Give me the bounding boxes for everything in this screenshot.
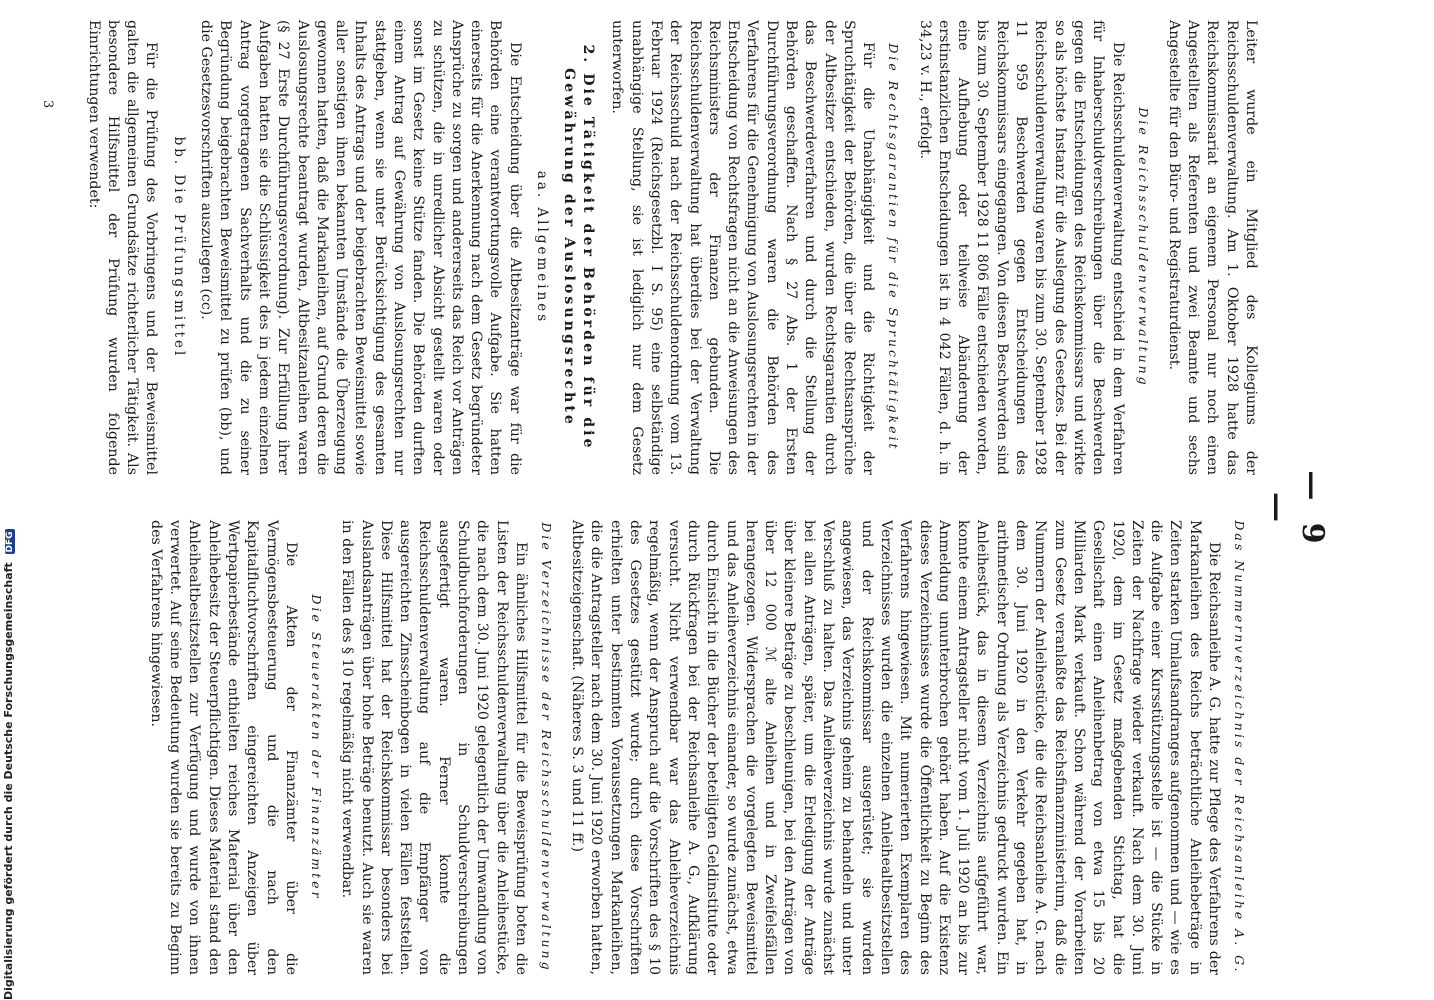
footer-number: 3 (40, 100, 55, 109)
paragraph: Für die Unabhängigkeit und die Richtigkeit der Spruchtätigkeit der Behörden, die über die Rechtsansprüche der Altbesitzer entschieden, wurden Rechtsgarantien durch das Beschwerdeverfahren und durch die Stellung der Behörden geschaffen. Nach § 27 Abs. 1 der Ersten Durchführungsverordnung waren die Behörden des Verfahrens für die Genehmigung von Auslosungsrechten in der Entscheidung von Rechtsfragen nicht an die Anweisungen des Reichsministers der Finanzen gebunden. Die Reichsschuldenverwaltung hat überdies bei der Verwaltung der Reichsschuld nach der Reichsschuldenordnung vom 13. Februar 1924 (Reichsgesetzbl. I S. 95) eine selbständige unabhängige Stellung, sie ist lediglich nur dem Gesetz unterworfen. (609, 20, 877, 475)
section-heading: Die Verzeichnisse der Reichsschuldenverwaltung (538, 522, 554, 973)
credit-text: Digitalisierung gefördert durch die Deutsche Forschungsgemeinschaft (2, 562, 15, 1000)
paragraph: Die Reichsschuldenverwaltung entschied in dem Verfahren für Inhaberschuldverschreibungen über die Beschwerden gegen die Entscheidungen des Reichskommissars und wirkte so als höchste Instanz für die Auslegung des Gesetzes. Bei der Reichsschuldenverwaltung waren bis zum 30. September 1928 11 959 Beschwerden gegen Entscheidungen des Reichskommissars eingegangen. Von diesen Beschwerden sind bis zum 30. September 1928 11 806 Fälle entschieden worden, eine Aufhebung oder teilweise Abänderung der erstinstanzlichen Entscheidungen ist in 4 042 Fällen, d. h. in 34,23 v. H., erfolgt. (916, 20, 1126, 475)
subsection-heading: aa. Allgemeines (534, 170, 551, 325)
digitization-credit (2, 0, 18, 1000)
left-column (83, 20, 1260, 475)
subsection-heading: bb. Die Prüfungsmittel (170, 136, 187, 359)
section-heading: Die Reichsschuldenverwaltung (1135, 107, 1151, 388)
section-heading: Die Steuerakten der Finanzämter (308, 594, 324, 901)
paragraph: Die Reichsanleihe A. G. hatte zur Pflege des Verfahrens der Markanleihen des Reichs beträchtliche Anleihebeträge in Zeiten starken Umlaufsandranges aufgenommen und — wie es die Aufgabe einer Kursstützungsstelle ist — die Stücke in Zeiten der Nachfrage wieder verkauft. Nach dem 30. Juni 1920, dem im Gesetz maßgebenden Stichtag, hat die Gesellschaft einen Anleihenbetrag von etwa 15 bis 20 Milliarden Mark verkauft. Schon während der Vorarbeiten zum Gesetz veranlaßte das Reichsfinanzministerium, daß die Nummern der Anleihestücke, die die Reichsanleihe A. G. nach dem 30. Juni 1920 in den Verkehr gegeben hat, in arithmetischer Ordnung als Verzeichnis gedruckt wurden. Ein Anleihestück, das in diesem Verzeichnis aufgeführt war, konnte einem Antragsteller nicht vom 1. Juli 1920 an bis zur Anmeldung ununterbrochen gehört haben. Auf die Existenz dieses Verzeichnisses wurde die Öffentlichkeit zu Beginn des Verfahrens hingewiesen. Mit numerierten Exemplaren des Verzeichnisses wurden die einzelnen Anleihealtbesitzstellen und der Reichskommissar ausgerüstet; sie wurden angewiesen, das Verzeichnis geheim zu behandeln und unter Verschluß zu halten. Das Anleiheverzeichnis wurde zunächst bei allen Anträgen, später, um die Erledigung der Anträge über kleinere Beträge zu beschleunigen, bei den Anträgen von über 12 000 ℳ alte Anleihen und in Zweifelsfällen herangezogen. Widersprachen die vorgelegten Beweismittel und das Anleiheverzeichnis einander, so wurde zunächst, etwa durch Einsicht in die Bücher der beteiligten Geldinstitute oder durch Rückfragen bei der Reichsanleihe A. G., Aufklärung versucht. Nicht verwendbar war das Anleiheverzeichnis regelmäßig, wenn der Anspruch auf die Vorschriften des § 10 des Gesetzes gestützt wurde; durch diese Vorschriften erhielten unter bestimmten Voraussetzungen Markanleihen, die die Antragsteller nach dem 30. Juni 1920 erworben hatten, Altbesitzeigenschaft. (Näheres S. 3 und 11 ff.) (569, 520, 1222, 975)
paragraph: Die Entscheidung über die Altbesitzanträge war für die Behörden eine verantwortungsvolle Aufgabe. Sie hatten einerseits für die Anerkennung nach dem Gesetz begründeter Ansprüche zu sorgen und andererseits das Reich vor Anträgen zu schützen, die in unredlicher Absicht gestellt waren oder sonst im Gesetz keine Stütze fanden. Die Behörden durften einem Antrag auf Gewährung von Auslosungsrechten nur stattgeben, wenn sie unter Berücksichtigung des gesamten Inhalts des Antrags und der beigebrachten Beweismittel sowie aller sonstigen ihnen bekannten Umstände die Überzeugung gewonnen hatten, daß die Markanleihen, auf Grund deren die Auslosungsrechte beantragt wurden, Altbesitzanleihen waren (§ 27 Erste Durchführungsverordnung). Zur Erfüllung ihrer Aufgaben hatten sie die Schlüssigkeit des in jedem einzelnen Antrag vorgetragenen Sachverhalts und die zu seiner Begründung beigebrachten Beweismittel zu prüfen (bb), und die Gesetzesvorschriften auszulegen (cc). (198, 20, 523, 475)
section-heading: 2. Die Tätigkeit der Behörden für die Gewährung der Auslosungsrechte (561, 44, 597, 451)
paragraph: Für die Prüfung des Vorbringens und der Beweismittel galten die allgemeinen Grundsätze richterlicher Tätigkeit. Als besondere Hilfsmittel der Prüfung wurden folgende Einrichtungen verwendet: (85, 20, 160, 475)
dfg-logo-icon: DFG (5, 531, 15, 553)
section-heading: Das Nummernverzeichnis der Reichsanleihe A. G. (1232, 520, 1247, 975)
rotated-page-content (30, 20, 1330, 980)
paragraph: Leiter wurde ein Mitglied des Kollegiums der Reichsschuldenverwaltung. Am 1. Oktober 1928 hatte das Reichskommissariat an eigenem Personal nur noch einen Angestellten als Referenten und zwei Beamte und sechs Angestellte für den Büro- und Registraturdienst. (1165, 20, 1259, 475)
right-column (146, 520, 1260, 975)
paragraph: Ein ähnliches Hilfsmittel für die Beweisprüfung boten die Listen der Reichsschuldenverwaltung über die Anleihestücke, die nach dem 30. Juni 1920 gelegentlich der Umwandlung von Schuldbuchforderungen in Schuldverschreibungen ausgefertigt waren. Ferner konnte die Reichsschuldenverwaltung auf die Empfänger von ausgereichten Zinsscheinbogen in vielen Fällen feststellen. Diese Hilfsmittel hat der Reichskommissar besonders bei Auslandsanträgen über hohe Beträge benutzt. Auch sie waren in den Fällen des § 10 regelmäßig nicht verwendbar. (339, 520, 529, 975)
paragraph: Die Akten der Finanzämter über die Vermögensbesteuerung und die nach den Kapitalfluchtvorschriften eingereichten Anzeigen über Wertpapierbestände enthielten reiches Material über den Anleihebesitz der Steuerpflichtigen. Dieses Material stand den Anleihealtbesitzstellen zur Verfügung und wurde von ihnen verwertet. Auf seine Bedeutung wurden sie bereits zu Beginn des Verfahrens hingewiesen. (147, 520, 299, 975)
page-number: — 9 — (1260, 470, 1330, 550)
section-heading: Die Rechtsgarantien für die Spruchtätigkeit (886, 43, 902, 452)
